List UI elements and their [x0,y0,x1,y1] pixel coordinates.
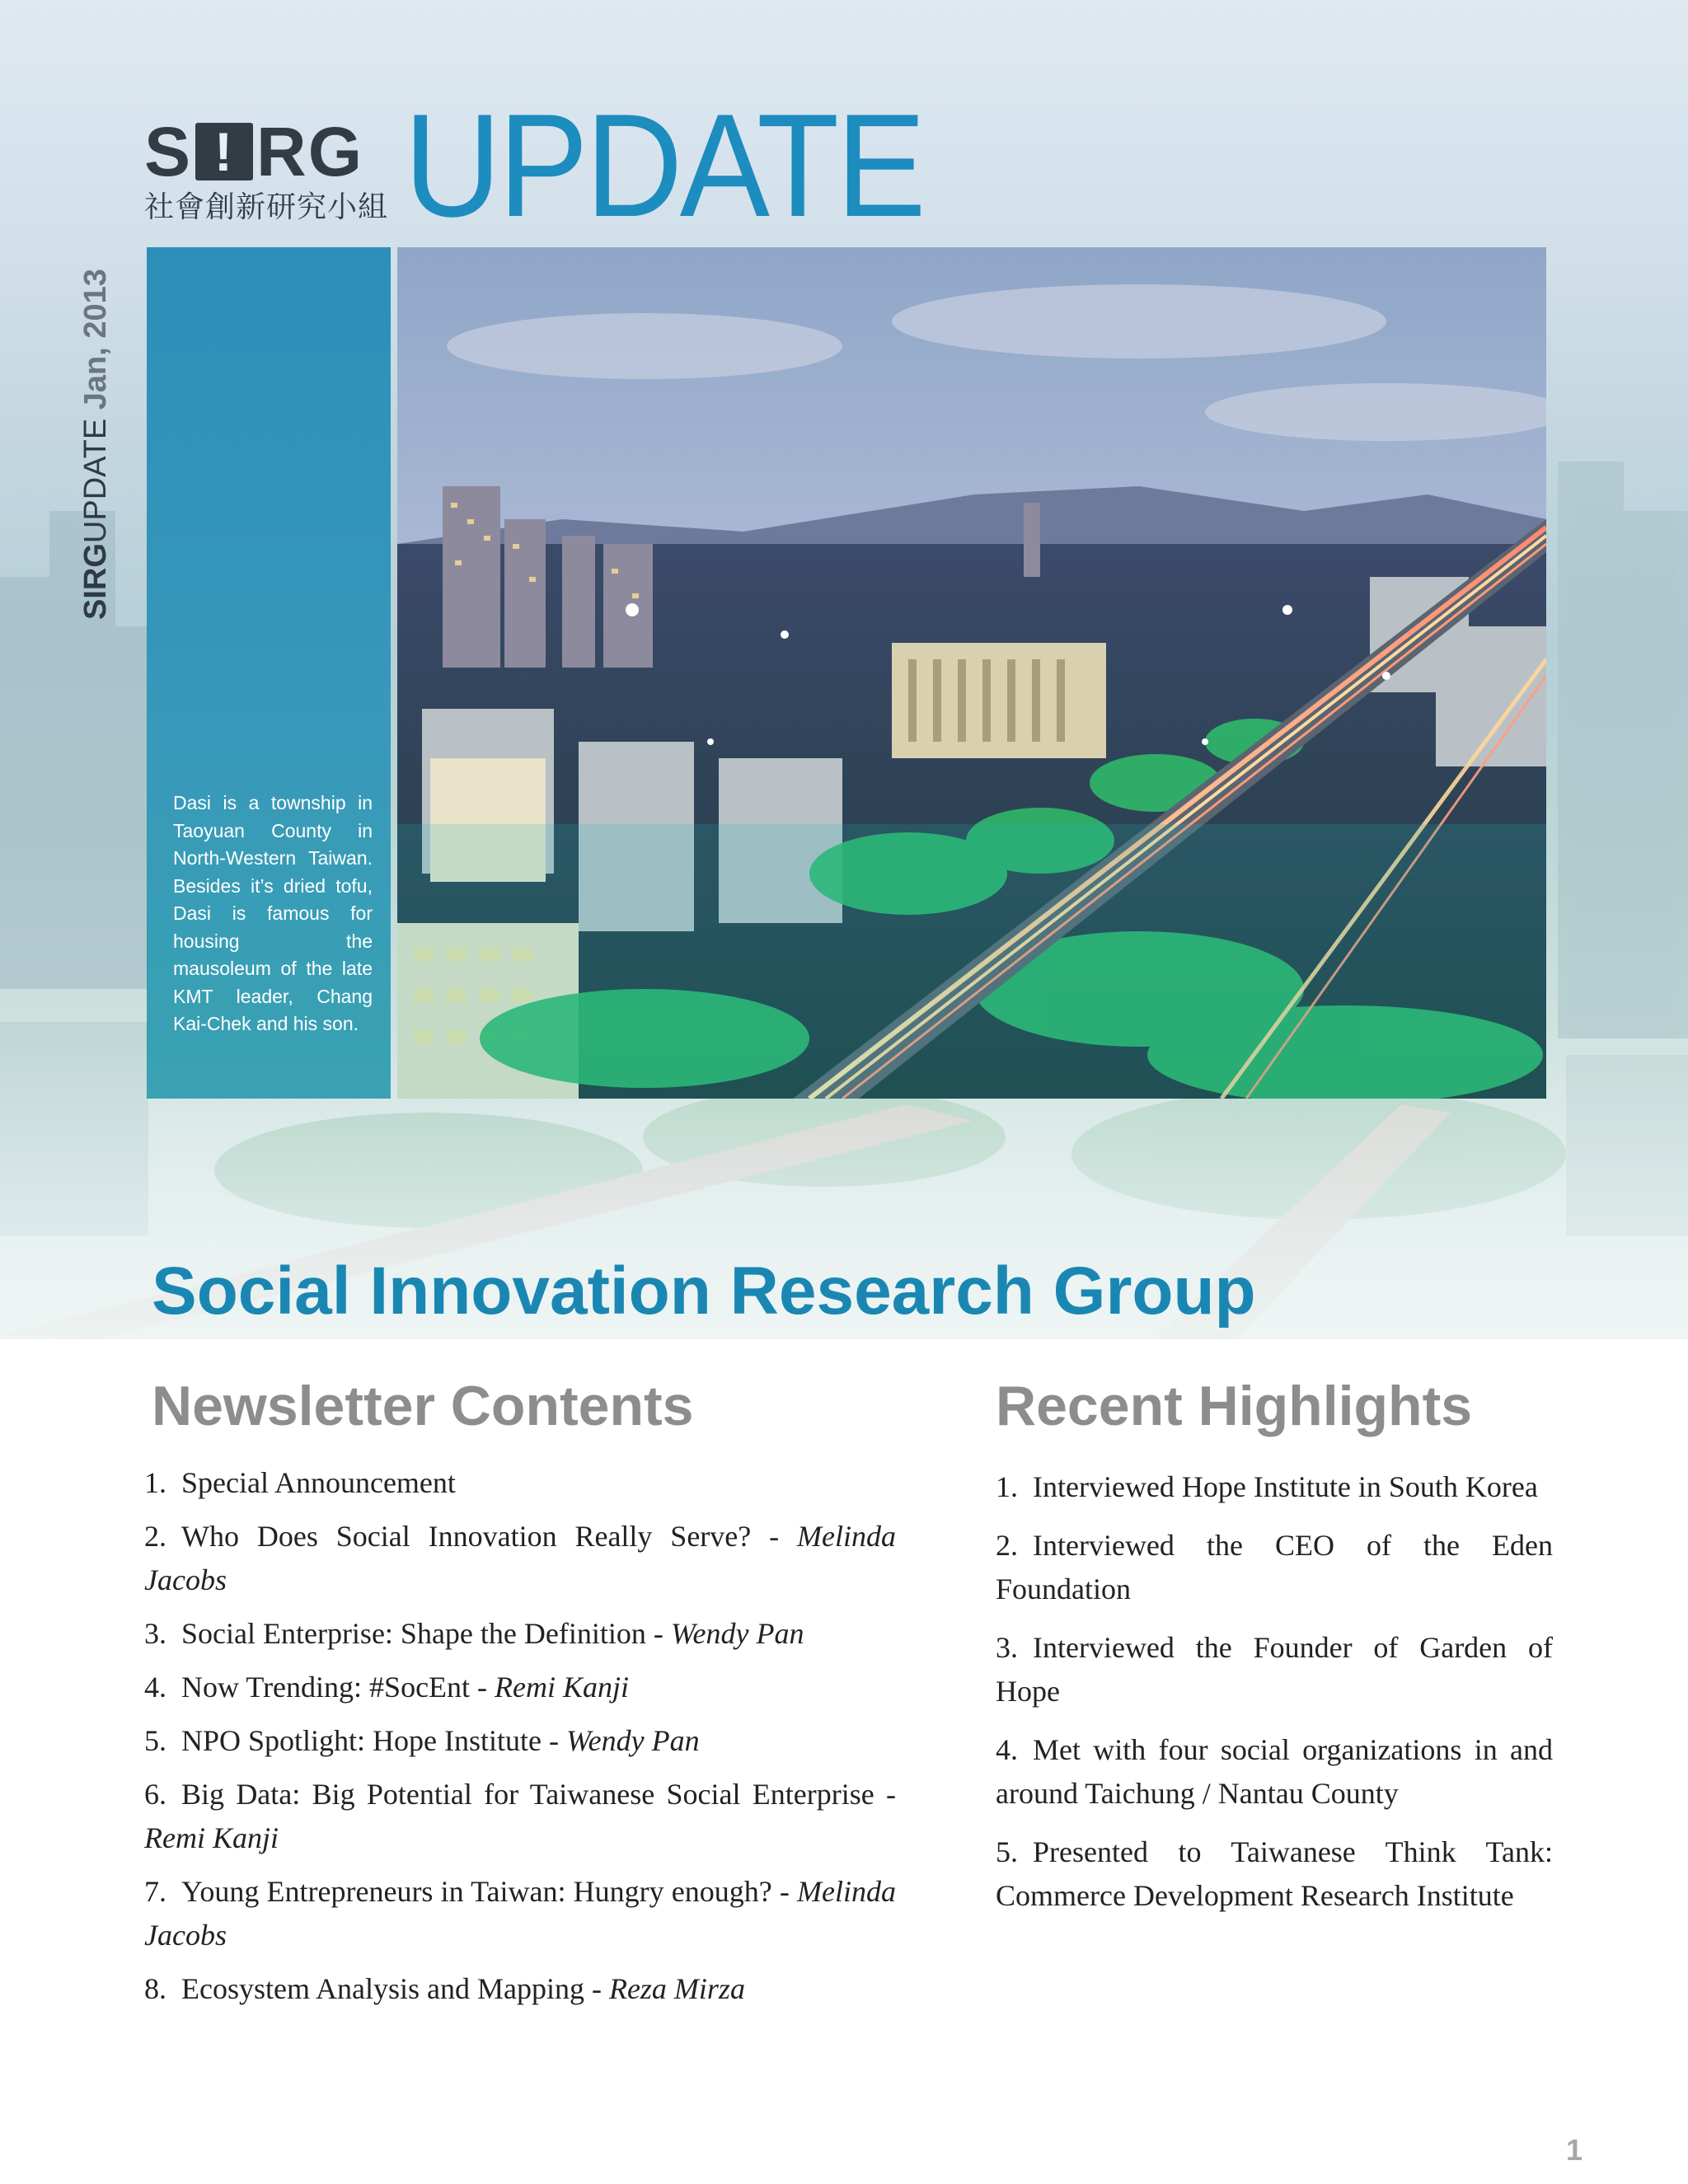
highlight-item: 2. Interviewed the CEO of the Eden Foundation [996,1529,1553,1605]
contents-item: 7. Young Entrepreneurs in Taiwan: Hungry enough? - Melinda Jacobs [144,1875,896,1952]
logo-letters-rg: RG [256,113,364,190]
newsletter-contents-list [144,1461,896,2011]
sirg-wordmark [144,113,388,190]
city-night-illustration [397,247,1546,1099]
logo-exclamation-box: ! [195,123,253,180]
highlight-item: 1. Interviewed Hope Institute in South Korea [996,1470,1538,1503]
group-title: Social Innovation Research Group [152,1254,1256,1329]
side-label-update: UPDATE [78,418,113,544]
logo-chinese-subtitle: 社會創新研究小組 [144,190,389,224]
contents-item: 4. Now Trending: #SocEnt - Remi Kanji [144,1671,630,1704]
contents-item: 2. Who Does Social Innovation Really Serve? - Melinda Jacobs [144,1520,896,1596]
city-night-photo [397,247,1546,1099]
contents-item: 6. Big Data: Big Potential for Taiwanese Social Enterprise - Remi Kanji [144,1778,896,1854]
recent-highlights-heading: Recent Highlights [996,1375,1473,1437]
side-label-date: Jan, 2013 [78,269,113,419]
update-title: UPDATE [404,83,924,247]
contents-item: 5. NPO Spotlight: Hope Institute - Wendy Pan [144,1724,700,1757]
logo-letter-s: S [144,113,193,190]
page-number: 1 [1566,2133,1583,2167]
recent-highlights-list [996,1465,1553,1918]
highlight-item: 4. Met with four social organizations in and around Taichung / Nantau County [996,1733,1553,1810]
contents-item: 3. Social Enterprise: Shape the Definition - Wendy Pan [144,1617,804,1650]
highlight-item: 5. Presented to Taiwanese Think Tank: Commerce Development Research Institute [996,1835,1553,1912]
contents-item: 1. Special Announcement [144,1466,456,1499]
contents-item: 8. Ecosystem Analysis and Mapping - Reza Mirza [144,1972,745,2005]
newsletter-contents-heading: Newsletter Contents [152,1375,694,1437]
issue-date-label [79,269,112,620]
side-label-sirg: SIRG [78,543,113,620]
photo-caption: Dasi is a township in Taoyuan County in North-Western Taiwan. Besides it’s dried tofu, Dasi is famous for housing the mausoleum of the late KMT leader, Chang Kai-Chek and his son. [173,792,373,1034]
sirg-logo [144,113,389,226]
highlight-item: 3. Interviewed the Founder of Garden of Hope [996,1631,1553,1708]
